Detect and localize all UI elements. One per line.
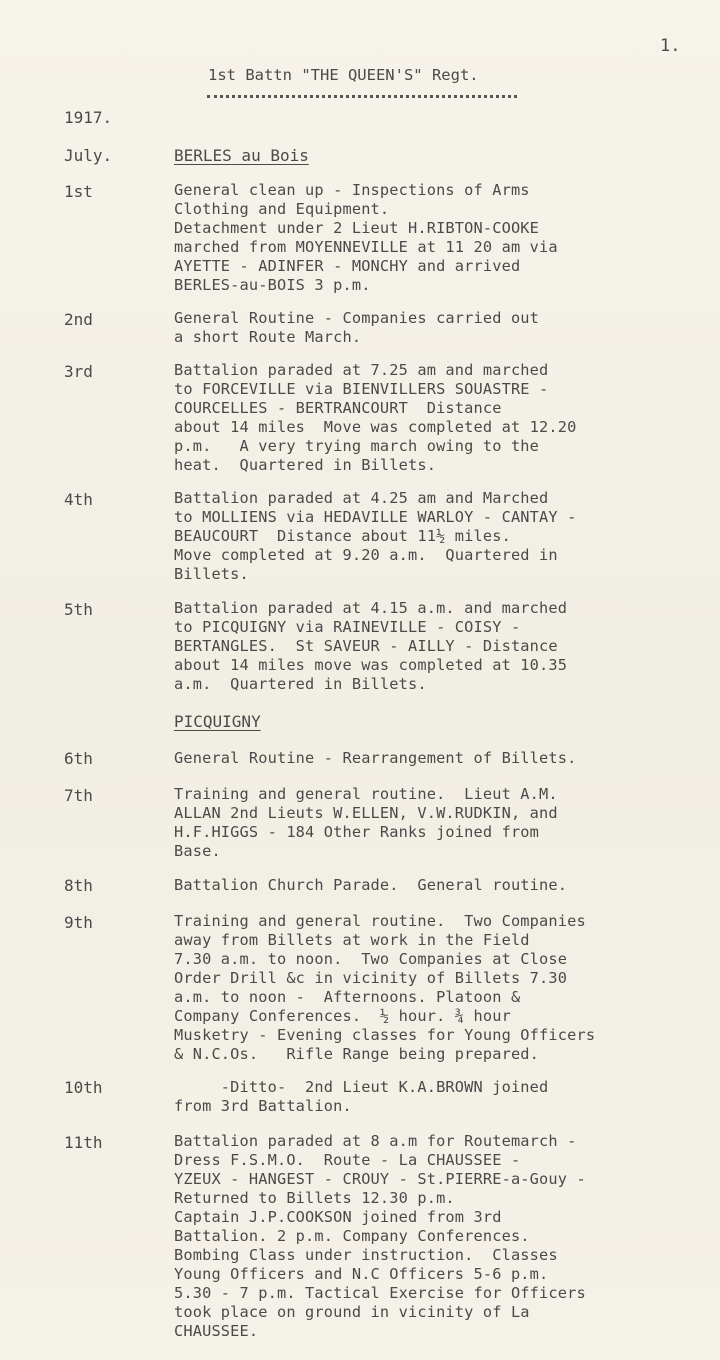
page-number: 1.: [660, 36, 681, 56]
year-label: 1917.: [64, 108, 113, 127]
entry-day: 1st: [64, 182, 93, 201]
entry-day: 7th: [64, 786, 93, 805]
entry-text: General Routine - Rearrangement of Billets.: [174, 749, 577, 767]
entry-text: General clean up - Inspections of Arms Clothing and Equipment. Detachment under 2 Lieut H.RIBTON-COOKE marched from MOYENNEVILLE at 11 20 am via AYETTE - ADINFER - MONCHY and arrived BERLES-au-BOIS 3 p.m.: [174, 181, 558, 294]
entry-day: 10th: [64, 1078, 103, 1097]
entry-text: Training and general routine. Two Companies away from Billets at work in the Field 7.30 a.m. to noon. Two Companies at Close Order Drill &c in vicinity of Billets 7.30 a.m. to noon - Afternoons. Platoon & Company Conferences. ½ hour. ¾ hour Musketry - Evening classes for Young Officers & N.C.Os. Rifle Range being prepared.: [174, 912, 596, 1063]
place-heading: BERLES au Bois: [174, 146, 309, 165]
entry-text: Battalion Church Parade. General routine.: [174, 876, 568, 894]
month-label: July.: [64, 146, 113, 165]
entry-text: Battalion paraded at 4.25 am and Marched to MOLLIENS via HEDAVILLE WARLOY - CANTAY - BEAUCOURT Distance about 11½ miles. Move completed at 9.20 a.m. Quartered in Billets.: [174, 489, 577, 583]
entry-text: Training and general routine. Lieut A.M. ALLAN 2nd Lieuts W.ELLEN, V.W.RUDKIN, and H.F.HIGGS - 184 Other Ranks joined from Base.: [174, 785, 558, 860]
entry-day: 3rd: [64, 362, 93, 381]
entry-text: General Routine - Companies carried out a short Route March.: [174, 309, 540, 346]
place-heading: PICQUIGNY: [174, 712, 261, 731]
entry-day: 8th: [64, 876, 93, 895]
entry-day: 9th: [64, 913, 93, 932]
title-underline: [207, 95, 517, 100]
entry-day: 5th: [64, 600, 93, 619]
entry-text: Battalion paraded at 4.15 a.m. and marched to PICQUIGNY via RAINEVILLE - COISY - BERTANGLES. St SAVEUR - AILLY - Distance about 14 miles move was completed at 10.35 a.m. Quartered in Billets.: [174, 599, 568, 693]
entry-day: 6th: [64, 749, 93, 768]
entry-day: 2nd: [64, 310, 93, 329]
page-title: 1st Battn "THE QUEEN'S" Regt.: [208, 66, 479, 84]
entry-day: 11th: [64, 1133, 103, 1152]
entry-text: Battalion paraded at 7.25 am and marched to FORCEVILLE via BIENVILLERS SOUASTRE - COURCELLES - BERTRANCOURT Distance about 14 miles Move was completed at 12.20 p.m. A very trying march owing to the heat. Quartered in Billets.: [174, 361, 577, 474]
entry-text: -Ditto- 2nd Lieut K.A.BROWN joined from 3rd Battalion.: [174, 1078, 549, 1115]
entry-day: 4th: [64, 490, 93, 509]
entry-text: Battalion paraded at 8 a.m for Routemarch - Dress F.S.M.O. Route - La CHAUSSEE - YZEUX - HANGEST - CROUY - St.PIERRE-a-Gouy - Returned to Billets 12.30 p.m. Captain J.P.COOKSON joined from 3rd Battalion. 2 p.m. Company Conferences. Bombing Class under instruction. Classes Young Officers and N.C Officers 5-6 p.m. 5.30 - 7 p.m. Tactical Exercise for Officers took place on ground in vicinity of La CHAUSSEE.: [174, 1132, 586, 1340]
